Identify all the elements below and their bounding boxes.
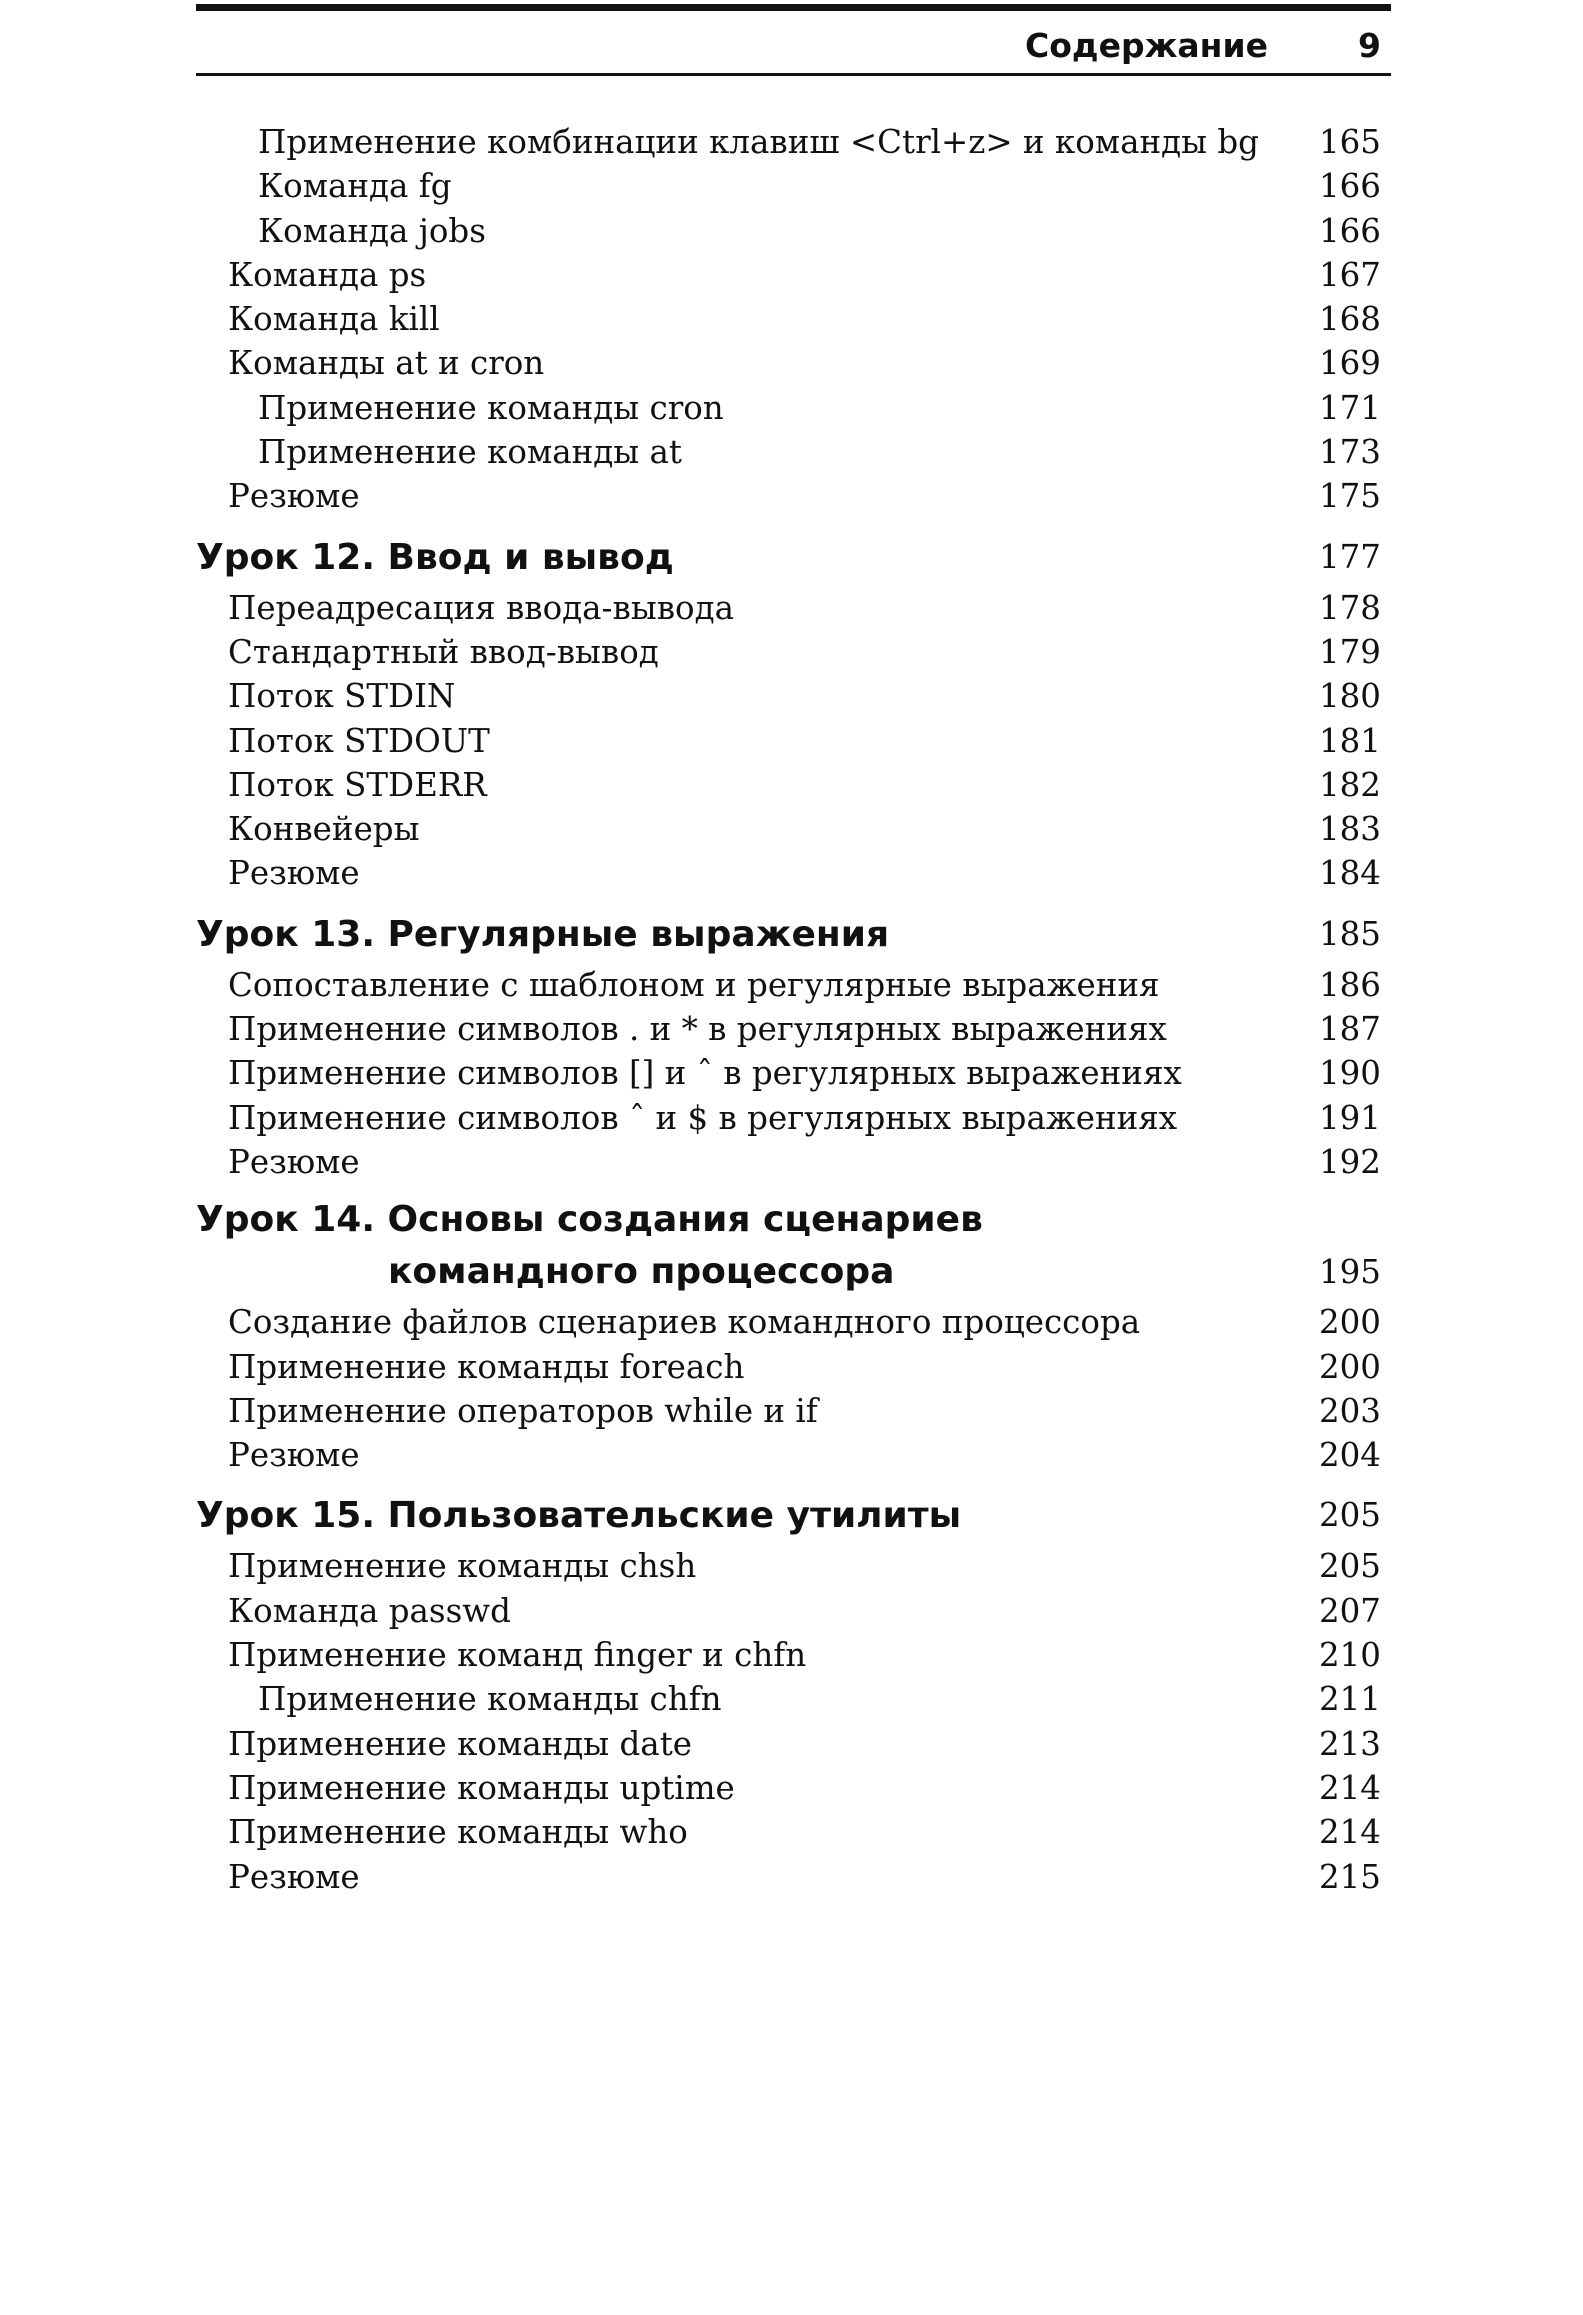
toc-entry [196,1810,1391,1854]
toc-entry-title: Применение команды cron [258,388,724,427]
chapter-title-line: командного процессора [388,1251,895,1293]
toc-entry-title: Стандартный ввод-вывод [228,632,659,671]
toc-page-number: 190 [1318,1054,1381,1093]
toc-page-number: 205 [1318,1496,1381,1535]
chapter-title [196,906,889,963]
toc-chapter-heading [196,906,1391,963]
toc-entry [196,719,1391,763]
toc-entry [196,474,1391,518]
toc-entry [196,1051,1391,1095]
toc-page-number: 200 [1318,1347,1381,1386]
toc-entry-title: Команда fg [258,167,452,206]
toc-entry-title: Применение команды date [228,1724,692,1763]
toc-entry [196,1300,1391,1344]
toc-entry [196,1677,1391,1721]
toc-entry-title: Резюме [228,477,360,516]
toc-page-number: 166 [1318,167,1381,206]
toc-entry [196,1096,1391,1140]
toc-entry [196,807,1391,851]
toc-page-number: 215 [1318,1857,1381,1896]
toc-entry [196,1345,1391,1389]
toc-entry-title: Резюме [228,1857,360,1896]
toc-entry-title: Применение команд finger и chfn [228,1636,807,1675]
toc-page-number: 195 [1318,1253,1381,1292]
toc-page-number: 210 [1318,1636,1381,1675]
running-header [196,22,1391,70]
toc-entry [196,1766,1391,1810]
toc-entry [196,430,1391,474]
chapter-title-line: Урок 12. Ввод и вывод [196,536,674,578]
toc-entry [196,851,1391,895]
toc-entry-title: Конвейеры [228,810,420,849]
toc-page-number: 200 [1318,1303,1381,1342]
toc-entry [196,1589,1391,1633]
toc-page-number: 180 [1318,677,1381,716]
toc-entry [196,120,1391,164]
toc-entry [196,1007,1391,1051]
toc-page-number: 171 [1318,388,1381,427]
header-bottom-rule [196,73,1391,76]
toc-entry-title: Переадресация ввода-вывода [228,588,734,627]
chapter-title [196,1487,961,1544]
toc-page-number: 181 [1318,721,1381,760]
toc-entry [196,1389,1391,1433]
toc-entry [196,1140,1391,1184]
toc-entry-title: Применение символов [] и ˆ в регулярных выражениях [228,1054,1182,1093]
toc-page-number: 185 [1318,914,1381,953]
toc-page-number: 166 [1318,211,1381,250]
toc-entry-title: Сопоставление с шаблоном и регулярные выражения [228,965,1160,1004]
toc-entry [196,209,1391,253]
toc-page-number: 175 [1318,477,1381,516]
toc-page-number: 192 [1318,1142,1381,1181]
chapter-title-line: Урок 15. Пользовательские утилиты [196,1495,962,1537]
toc-entry-title: Применение команды foreach [228,1347,745,1386]
toc-page-number: 191 [1318,1098,1381,1137]
toc-page-number: 165 [1318,123,1381,161]
toc-page-number: 214 [1318,1813,1381,1852]
toc-chapter-heading [196,1487,1391,1544]
toc-page-number: 184 [1318,854,1381,893]
toc-entry-title: Поток STDIN [228,677,456,716]
chapter-title [196,1194,983,1298]
toc-entry [196,963,1391,1007]
toc-entry-title: Создание файлов сценариев командного процессора [228,1303,1141,1342]
toc-entry-title: Применение команды who [228,1813,688,1852]
toc-entry-title: Применение команды uptime [228,1768,735,1807]
toc-entry-title: Поток STDERR [228,765,487,804]
toc-page-number: 182 [1318,765,1381,804]
header-page-number: 9 [1358,26,1381,65]
toc-entry-title: Применение символов ˆ и $ в регулярных выражениях [228,1098,1178,1137]
toc-entry-title: Применение операторов while и if [228,1391,818,1430]
toc-entry [196,586,1391,630]
toc-entry [196,1633,1391,1677]
toc-entry-title: Применение комбинации клавиш <Ctrl+z> и команды bg [258,123,1259,161]
toc-page-number: 203 [1318,1391,1381,1430]
toc-entry [196,253,1391,297]
header-top-rule [196,4,1391,11]
toc-entry-title: Поток STDOUT [228,721,490,760]
toc-entry-title: Команда kill [228,300,440,339]
toc-page-number: 173 [1318,433,1381,472]
toc-page-number: 178 [1318,588,1381,627]
toc-entry [196,763,1391,807]
toc-page-number: 183 [1318,810,1381,849]
toc-entry-title: Резюме [228,854,360,893]
toc-entry [196,164,1391,208]
toc-chapter-heading [196,1194,1391,1300]
chapter-title-line: Урок 14. Основы создания сценариев [196,1199,983,1241]
toc-entry [196,341,1391,385]
toc-entry-title: Применение команды chfn [258,1680,722,1719]
toc-entry [196,630,1391,674]
toc-entry-title: Применение команды at [258,433,682,472]
toc-entry [196,386,1391,430]
toc-entry [196,297,1391,341]
toc-page-number: 213 [1318,1724,1381,1763]
toc-entry-title: Применение команды chsh [228,1547,697,1586]
toc-entry-title: Команда passwd [228,1591,511,1630]
chapter-title-line: Урок 13. Регулярные выражения [196,913,890,955]
toc-page-number: 169 [1318,344,1381,383]
toc-entry-title: Команда jobs [258,211,486,250]
toc-entry [196,1855,1391,1899]
toc-page-number: 207 [1318,1591,1381,1630]
toc-page-number: 167 [1318,255,1381,294]
chapter-title [196,529,674,586]
toc-entry-title: Команда ps [228,255,427,294]
toc-entry-title: Команды at и cron [228,344,545,383]
toc-page-number: 186 [1318,965,1381,1004]
toc-entry-title: Применение символов . и * в регулярных выражениях [228,1010,1167,1049]
toc-page-number: 204 [1318,1436,1381,1475]
toc-entry [196,1722,1391,1766]
toc-page-number: 187 [1318,1010,1381,1049]
toc-entry-title: Резюме [228,1436,360,1475]
toc-entry [196,674,1391,718]
toc-entry-title: Резюме [228,1142,360,1181]
table-of-contents [196,120,1391,1899]
toc-page-number: 211 [1318,1680,1381,1719]
toc-page-number: 205 [1318,1547,1381,1586]
toc-entry [196,1544,1391,1588]
toc-page-number: 168 [1318,300,1381,339]
toc-entry [196,1433,1391,1477]
toc-page-number: 177 [1318,537,1381,576]
toc-chapter-heading [196,529,1391,586]
toc-page-number: 214 [1318,1768,1381,1807]
toc-page-number: 179 [1318,632,1381,671]
header-title: Содержание [1025,26,1268,65]
